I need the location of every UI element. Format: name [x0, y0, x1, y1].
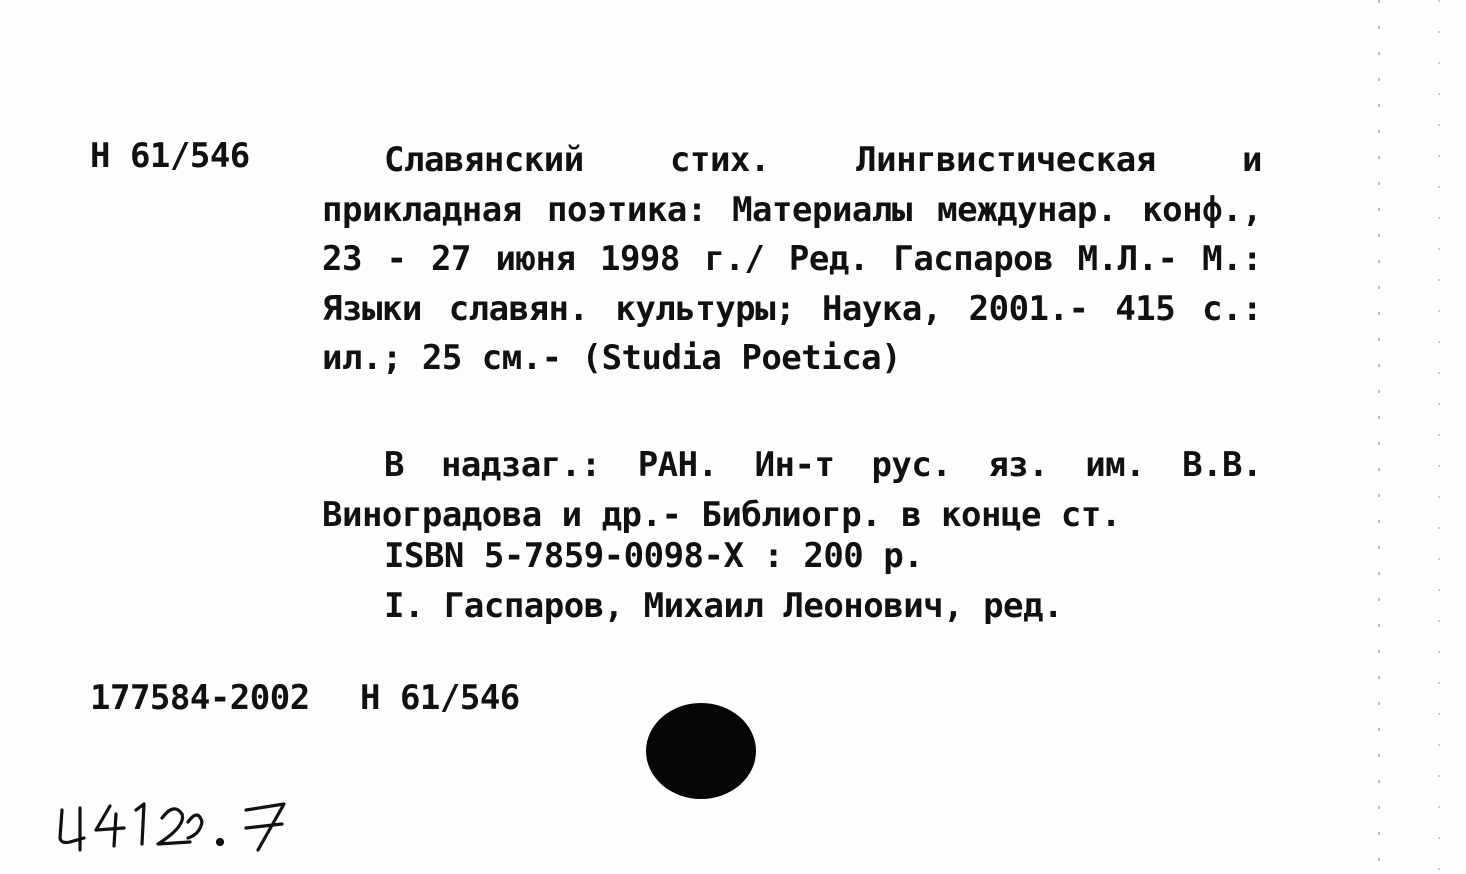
note-paragraph: В надзаг.: РАН. Ин-т рус. яз. им. В.В. Виноградова и др.- Библиогр. в конце ст.	[322, 445, 1262, 535]
accession-number: 177584-2002	[90, 678, 310, 718]
shelfmark-bottom: Н 61/546	[360, 678, 520, 718]
scan-edge-mark	[1378, 0, 1380, 874]
punch-hole	[646, 703, 756, 799]
shelfmark-top: Н 61/546	[90, 136, 250, 176]
added-entry: I. Гаспаров, Михаил Леонович, ред.	[384, 586, 1063, 626]
scan-edge-mark	[1438, 0, 1440, 874]
isbn-line: ISBN 5-7859-0098-X : 200 р.	[384, 536, 924, 576]
title-paragraph: Славянский стих. Лингвистическая и прикладная поэтика: Материалы междунар. конф., 23 - 27 июня 1998 г./ Ред. Гаспаров М.Л.- М.: Языки славян. культуры; Наука, 2001.- 415 с.: ил.; 25 см.- (Studia Poetica)	[322, 140, 1262, 378]
handwritten-code	[50, 788, 310, 858]
